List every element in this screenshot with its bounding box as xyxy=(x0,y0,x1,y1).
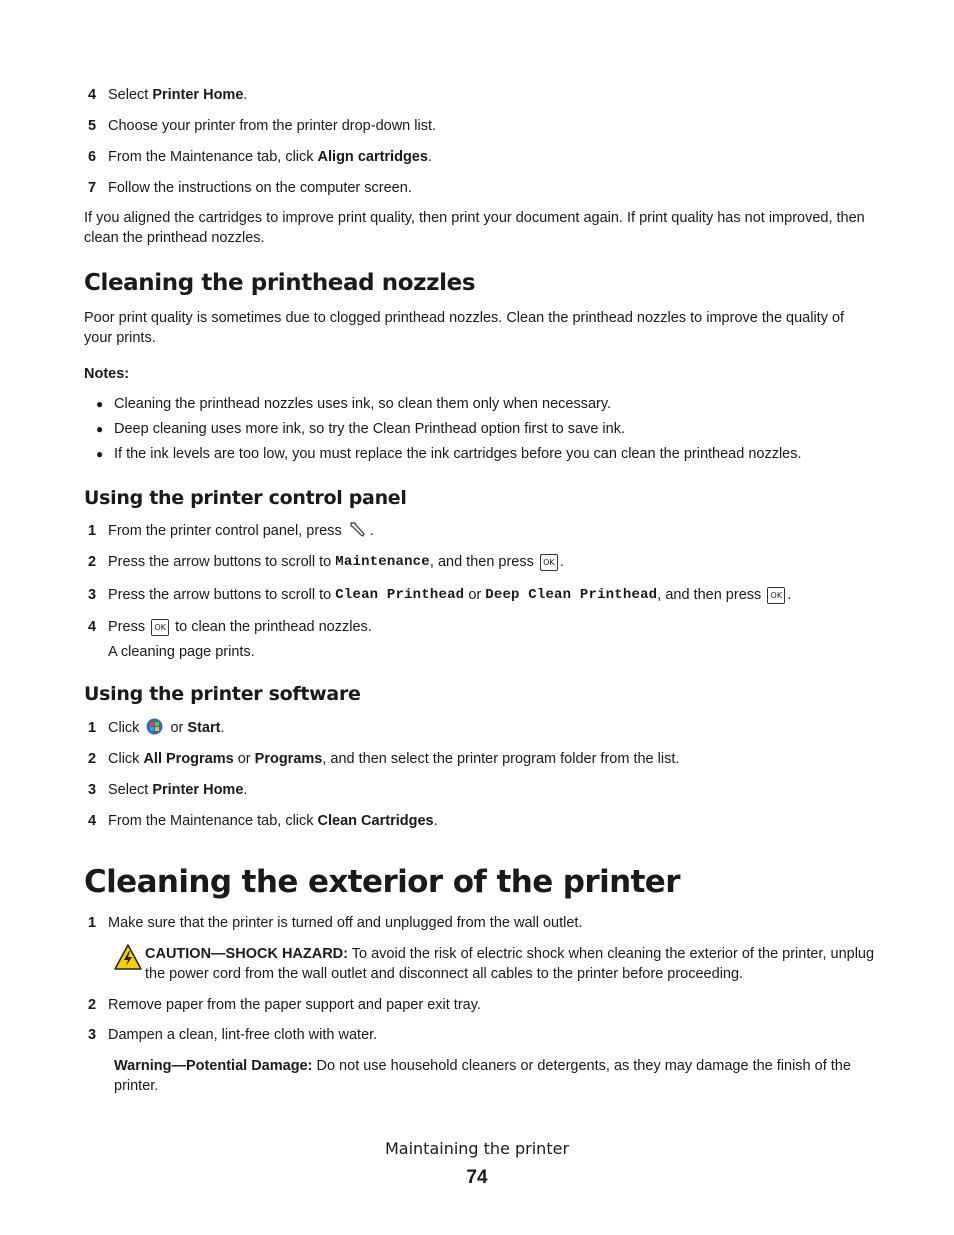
caution-label: CAUTION—SHOCK HAZARD: xyxy=(145,946,348,962)
step-bold: All Programs xyxy=(143,751,234,767)
step-number: 7 xyxy=(88,180,97,196)
software-step-3 xyxy=(84,779,247,801)
step-number: 1 xyxy=(88,523,97,539)
step-text: Make sure that the printer is turned off and unplugged from the wall outlet. xyxy=(108,915,583,931)
caution-shock-icon xyxy=(114,944,142,974)
bullet-icon: ● xyxy=(96,422,104,436)
footer-section-name: Maintaining the printer xyxy=(384,1139,570,1158)
step-text-end: . xyxy=(427,149,432,165)
warning-text: Do not use household cleaners or detergents, as they may damage the finish of the printer. xyxy=(114,1058,851,1094)
step-number: 3 xyxy=(88,782,97,798)
step-text: From the Maintenance tab, click xyxy=(108,149,318,165)
exterior-step-1 xyxy=(84,912,583,934)
control-panel-step-1 xyxy=(84,520,374,542)
step-number: 3 xyxy=(88,587,97,603)
step-number: 4 xyxy=(88,87,97,103)
step-text-end: . xyxy=(243,782,248,798)
windows-start-icon xyxy=(146,718,163,739)
step-text-mid: , and then press xyxy=(429,554,538,570)
step-text: Dampen a clean, lint-free cloth with water. xyxy=(108,1027,378,1043)
section-title-exterior: Cleaning the exterior of the printer xyxy=(84,864,680,900)
note-text: If the ink levels are too low, you must replace the ink cartridges before you can clean the printhead nozzles. xyxy=(114,446,802,462)
intro-paragraph: If you aligned the cartridges to improve print quality, then print your document again. If print quality has not improved, then clean the printhead nozzles. xyxy=(84,210,865,246)
software-step-4 xyxy=(84,810,438,832)
step-bold: Align cartridges xyxy=(317,149,428,165)
step-bold: Printer Home xyxy=(152,87,244,103)
wrench-icon xyxy=(349,521,367,541)
step-number: 4 xyxy=(88,813,97,829)
menu-option-clean-printhead: Clean Printhead xyxy=(335,587,465,603)
step-7-follow-instructions xyxy=(84,177,412,199)
exterior-step-2 xyxy=(84,994,481,1016)
step-number: 1 xyxy=(88,720,97,736)
step-text: Click xyxy=(108,720,144,736)
step-text-end: . xyxy=(559,554,564,570)
step-bold: Programs xyxy=(254,751,323,767)
step-text-end: to clean the printhead nozzles. xyxy=(171,619,372,635)
step-text-or: or xyxy=(166,720,188,736)
caution-note xyxy=(145,944,880,984)
subsection-title-software: Using the printer software xyxy=(84,683,361,705)
control-panel-step-3 xyxy=(84,584,791,606)
step-number: 2 xyxy=(88,554,97,570)
step-number: 6 xyxy=(88,149,97,165)
step-4-select-printer-home xyxy=(84,84,247,106)
step-text-end: , and then select the printer program folder from the list. xyxy=(322,751,680,767)
step-text: Select xyxy=(108,782,153,798)
menu-option-maintenance: Maintenance xyxy=(335,554,430,570)
caution-text: To avoid the risk of electric shock when cleaning the exterior of the printer, unplug the power cord from the wall outlet and disconnect all cables to the printer before proceeding. xyxy=(145,946,875,982)
step-bold: Start xyxy=(187,720,221,736)
step-text: Choose your printer from the printer drop-down list. xyxy=(108,118,437,134)
step-text-end: . xyxy=(220,720,225,736)
bullet-icon: ● xyxy=(96,397,104,411)
nozzles-paragraph: Poor print quality is sometimes due to clogged printhead nozzles. Clean the printhead nozzles to improve the quality of your prints. xyxy=(84,310,845,346)
step-text: Select xyxy=(108,87,153,103)
step-text: Click xyxy=(108,751,144,767)
control-panel-step-2 xyxy=(84,551,564,573)
ok-button-icon: OK xyxy=(767,587,785,604)
step-text-end: . xyxy=(243,87,248,103)
step-number: 5 xyxy=(88,118,97,134)
step-text-mid: , and then press xyxy=(657,587,766,603)
step-bold: Clean Cartridges xyxy=(317,813,434,829)
step-text-or: or xyxy=(233,751,255,767)
exterior-step-3 xyxy=(84,1024,377,1046)
control-panel-step-4 xyxy=(84,616,372,638)
warning-note xyxy=(114,1056,879,1096)
step-text-or: or xyxy=(464,587,486,603)
step-text-end: . xyxy=(369,523,374,539)
step-text: Press the arrow buttons to scroll to xyxy=(108,587,336,603)
step-number: 2 xyxy=(88,751,97,767)
note-item xyxy=(96,396,611,412)
step-text-end: . xyxy=(787,587,792,603)
step-5-choose-printer xyxy=(84,115,436,137)
menu-option-deep-clean-printhead: Deep Clean Printhead xyxy=(485,587,658,603)
note-text: Deep cleaning uses more ink, so try the Clean Printhead option first to save ink. xyxy=(114,421,625,437)
software-step-2 xyxy=(84,748,679,770)
page-number: 74 xyxy=(466,1167,488,1188)
step-text: From the Maintenance tab, click xyxy=(108,813,318,829)
subsection-title-control-panel: Using the printer control panel xyxy=(84,487,407,509)
step-text: Press the arrow buttons to scroll to xyxy=(108,554,336,570)
note-item xyxy=(96,421,625,437)
step-text-end: . xyxy=(433,813,438,829)
note-text: Cleaning the printhead nozzles uses ink, so clean them only when necessary. xyxy=(114,396,612,412)
ok-button-icon: OK xyxy=(540,554,558,571)
step-text: Remove paper from the paper support and paper exit tray. xyxy=(108,997,481,1013)
warning-label: Warning—Potential Damage: xyxy=(114,1058,313,1074)
step-result-text: A cleaning page prints. xyxy=(108,644,255,660)
step-number: 3 xyxy=(88,1027,97,1043)
step-number: 1 xyxy=(88,915,97,931)
software-step-1 xyxy=(84,717,224,739)
note-item xyxy=(96,446,802,462)
step-text: From the printer control panel, press xyxy=(108,523,346,539)
notes-label: Notes: xyxy=(84,366,130,382)
bullet-icon: ● xyxy=(96,447,104,461)
step-bold: Printer Home xyxy=(152,782,244,798)
step-text: Follow the instructions on the computer screen. xyxy=(108,180,412,196)
step-text: Press xyxy=(108,619,150,635)
step-6-align-cartridges xyxy=(84,146,432,168)
section-title-nozzles: Cleaning the printhead nozzles xyxy=(84,270,476,296)
step-number: 4 xyxy=(88,619,97,635)
ok-button-icon: OK xyxy=(151,619,169,636)
step-number: 2 xyxy=(88,997,97,1013)
